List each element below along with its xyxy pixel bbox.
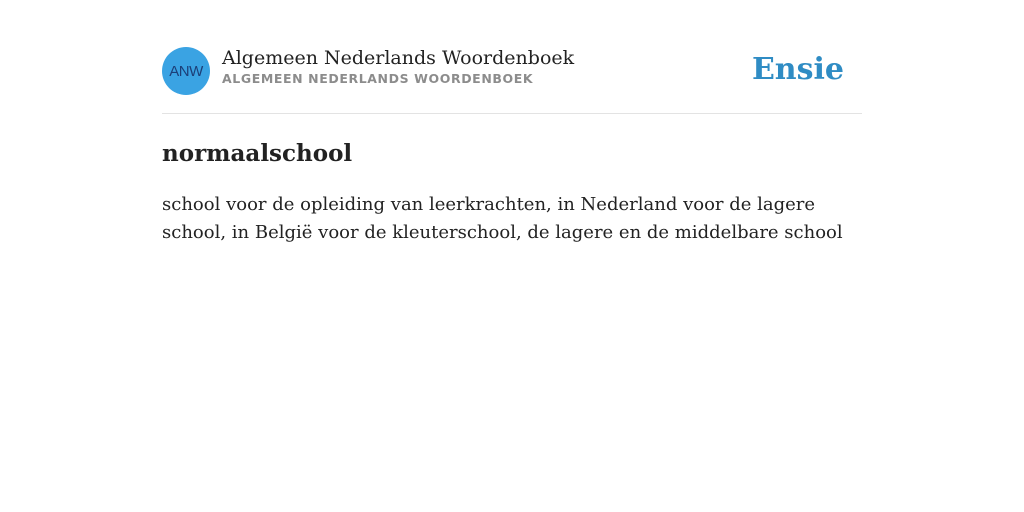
headword: normaalschool: [162, 140, 353, 167]
ensie-brand-link[interactable]: Ensie: [751, 52, 844, 87]
definition-card: [162, 46, 862, 247]
definition-text: school voor de opleiding van leerkrachten, in Nederland voor de lagere school, in België voor de kleuterschool, de lagere en de middelbare school: [162, 194, 843, 243]
anw-logo[interactable]: [162, 47, 210, 95]
source-titles: [222, 46, 574, 87]
logo-text: ANW: [169, 62, 203, 80]
source-title[interactable]: Algemeen Nederlands Woordenboek: [222, 47, 575, 69]
card-header: [162, 46, 862, 114]
source-subtitle: ALGEMEEN NEDERLANDS WOORDENBOEK: [222, 71, 534, 86]
